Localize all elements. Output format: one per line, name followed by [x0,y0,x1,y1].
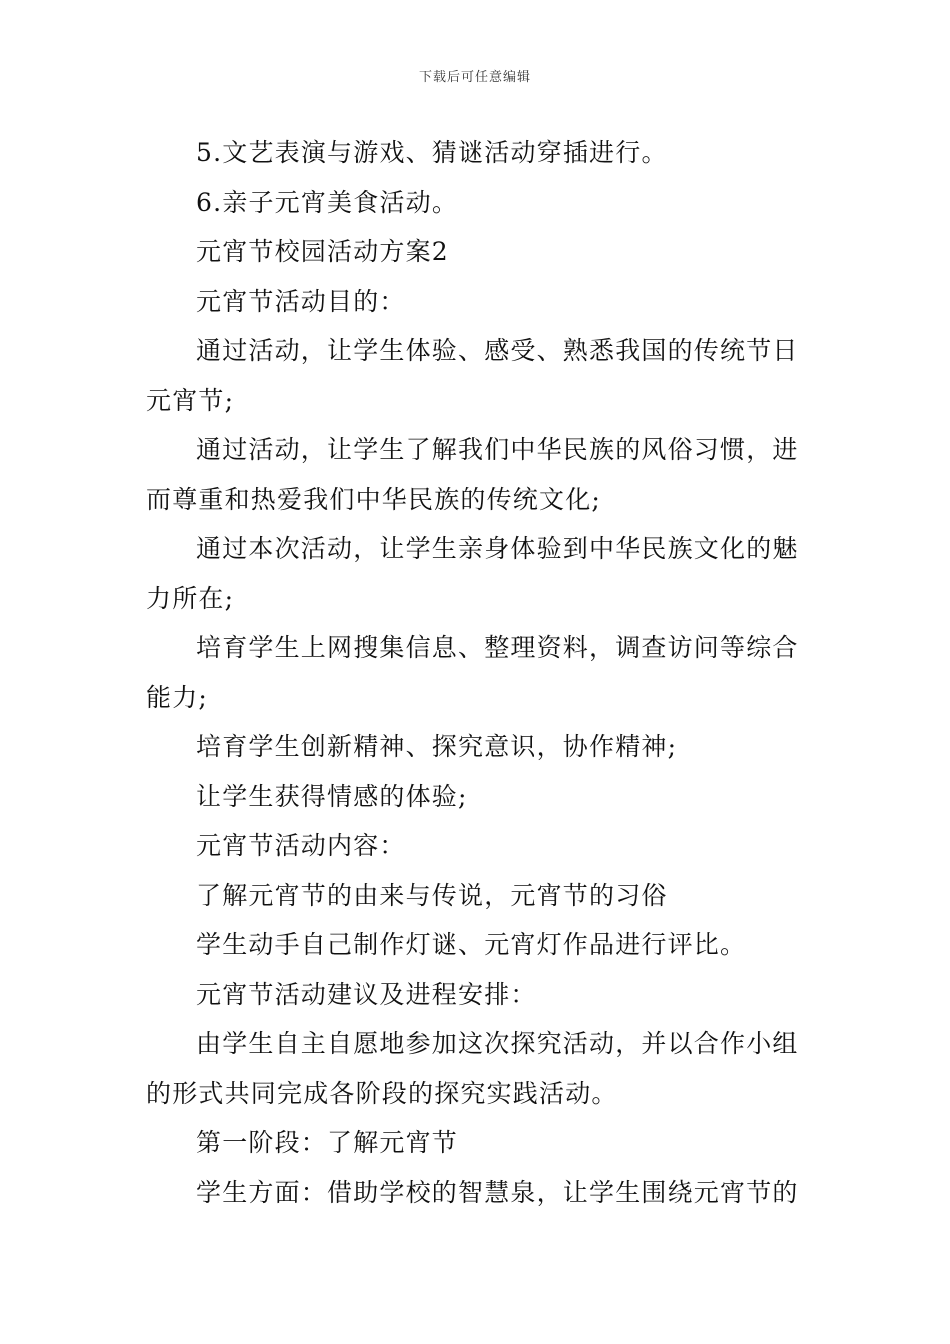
paragraph-purpose-6: 让学生获得情感的体验; [196,781,468,811]
paragraph-activity-5: 5.文艺表演与游戏、猜谜活动穿插进行。 [196,138,668,167]
paragraph-schedule-1: 由学生自主自愿地参加这次探究活动，并以合作小组的形式共同完成各阶段的探究实践活动。 [146,1029,799,1108]
paragraph-content-1: 了解元宵节的由来与传说，元宵节的习俗 [196,880,668,910]
paragraph-activity-6: 6.亲子元宵美食活动。 [196,187,459,217]
paragraph-student-side: 学生方面：借助学校的智慧泉，让学生围绕元宵节的 [196,1177,799,1207]
paragraph-content-2: 学生动手自己制作灯谜、元宵灯作品进行评比。 [196,930,747,959]
paragraph-purpose-4: 培育学生上网搜集信息、整理资料，调查访问等综合能力; [146,633,799,712]
paragraph-purpose-1: 通过活动，让学生体验、感受、熟悉我国的传统节日元宵节; [146,336,799,415]
subheading-purpose: 元宵节活动目的： [196,286,406,316]
subheading-content: 元宵节活动内容： [196,831,406,860]
paragraph-purpose-5: 培育学生创新精神、探究意识，协作精神; [196,732,678,761]
page-header: 下载后可任意编辑 [418,70,531,85]
section-title-plan-2: 元宵节校园活动方案2 [196,237,449,266]
document-body [146,128,811,1217]
paragraph-purpose-3: 通过本次活动，让学生亲身体验到中华民族文化的魅力所在; [146,534,799,613]
paragraph-purpose-2: 通过活动，让学生了解我们中华民族的风俗习惯，进而尊重和热爱我们中华民族的传统文化; [146,435,799,514]
subheading-schedule: 元宵节活动建议及进程安排： [196,979,537,1009]
subheading-stage-1: 第一阶段：了解元宵节 [196,1128,459,1157]
